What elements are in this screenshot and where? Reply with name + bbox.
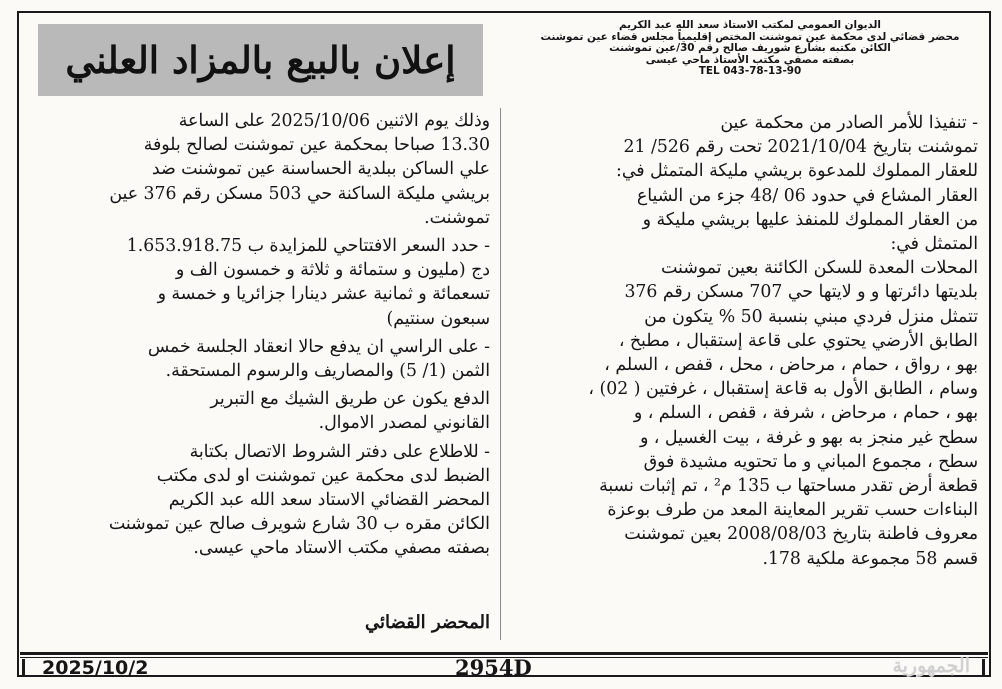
footer-bar-mark (22, 659, 25, 677)
header-line: TEL 043-78-13-90 (698, 65, 802, 78)
ad-code: 2954D (455, 655, 532, 680)
text-line: قطعة أرض تقدر مساحتها ب 135 م² ، تم إثبات نسبة (599, 476, 978, 497)
left-column (32, 109, 490, 561)
text-line: من العقار المملوك للمنفذ عليها بريشي مليكة و (642, 209, 978, 230)
text-line: المتمثل في: (890, 234, 978, 255)
text-line: العقار المشاع في حدود 06 /48 جزء من الشياع (636, 185, 978, 206)
text-line: بصفته مصفي مكتب الاستاد ماحي عيسى. (193, 538, 490, 559)
newspaper-logo: الجمهورية (892, 655, 970, 677)
footer-bar (20, 651, 988, 679)
text-line: علي الساكن ببلدية الحساسنة عين تموشنت ضد (151, 159, 490, 180)
signature: المحضر القضائي (364, 612, 490, 633)
text-line: قسم 58 مجموعة ملكية 178. (762, 548, 978, 569)
text-line: تتمثل منزل فردي مبني بنسبة 50 % يتكون من (644, 306, 978, 327)
header-line: الديوان العمومي لمكتب الاستاذ سعد الله عبد الكريم (619, 19, 881, 31)
column-divider (500, 108, 501, 640)
text-line: بلديتها دائرتها و و لايتها حي 707 مسكن رقم 376 (624, 282, 978, 303)
text-line: - حدد السعر الافتتاحي للمزايدة ب 1.653.918.75 (126, 236, 490, 257)
text-line: 13.30 صباحا بمحكمة عين تموشنت لصالح بلوفة (143, 135, 490, 156)
office-header (522, 20, 978, 78)
ad-title: إعلان بالبيع بالمزاد العلني (38, 24, 483, 96)
text-line: بهو ، حمام ، مرحاض ، شرفة ، قفص ، السلم ، و (633, 403, 978, 424)
text-line: دج (مليون و ستمائة و ثلاثة و خمسون الف و (175, 260, 490, 281)
text-line: البناءات حسب تقرير المعاينة المعد من طرف بوعزة (607, 500, 978, 521)
text-line: تسعمائة و ثمانية عشر دينارا جزائريا و خمسة و (157, 284, 490, 305)
text-line: الضبط لدى محكمة عين تموشنت او لدى مكتب (156, 465, 490, 486)
text-line: سطح ، مجموع المباني و ما تحتويه مشيدة فوق (643, 451, 978, 472)
text-line: المحضر القضائي الاستاد سعد الله عبد الكريم (168, 490, 490, 511)
text-line: الدفع يكون عن طريق الشيك مع التبرير (210, 389, 490, 410)
text-line: تموشنت بتاريخ 2021/10/04 تحت رقم 526/ 21 (623, 137, 978, 158)
text-line: معروف فاطنة بتاريخ 2008/08/03 بعين تموشنت (624, 524, 978, 545)
text-line: - على الراسي ان يدفع حالا انعقاد الجلسة خمس (147, 336, 490, 357)
text-line: بريشي مليكة الساكنة حي 503 مسكن رقم 376 عين (109, 183, 490, 204)
text-line: للعقار المملوك للمدعوة بريشي مليكة المتمثل في: (616, 161, 978, 182)
text-line: بهو ، رواق ، حمام ، مرحاض ، محل ، قفص ، السلم ، (604, 355, 978, 376)
right-column (512, 111, 978, 571)
text-line: الكائن مقره ب 30 شارع شويرف صالح عين تموشنت (108, 514, 490, 535)
text-line: الطابق الأرضي يحتوي على قاعة إستقبال ، مطبخ ، (618, 330, 978, 351)
text-line: - للاطلاع على دفتر الشروط الاتصال بكتابة (189, 441, 490, 462)
text-line: المحلات المعدة للسكن الكائنة بعين تموشنت (661, 258, 978, 279)
header-line: محضر قضائي لدى محكمة عين تموشنت المختص إقليمياً مجلس قضاء عين تموشنت (540, 30, 960, 43)
footer-bar-mark (982, 659, 985, 677)
text-line: وذلك يوم الاثنين 2025/10/06 على الساعة (178, 111, 490, 131)
header-line: الكائن مكتبه بشارع شوريف صالح رقم 30/عين تموشنت (609, 42, 891, 55)
text-line: - تنفيذا للأمر الصادر من محكمة عين (720, 113, 978, 133)
text-line: وسام ، الطابق الأول به قاعة إستقبال ، غرفتين ( 02) ، (588, 379, 978, 400)
header-line: بصفته مصفي مكتب الأستاذ ماحي عيسى (645, 53, 855, 66)
text-line: الثمن (1/ 5) والمصاريف والرسوم المستحقة. (165, 361, 490, 382)
text-line: تموشنت. (424, 207, 490, 228)
text-line: سبعون سنتيم) (386, 308, 490, 329)
issue-date: 2025/10/2 (42, 657, 149, 679)
text-line: سطح غير منجز به بهو و غرفة ، بيت الغسيل ، و (639, 427, 978, 448)
text-line: القانوني لمصدر الاموال. (318, 413, 490, 434)
